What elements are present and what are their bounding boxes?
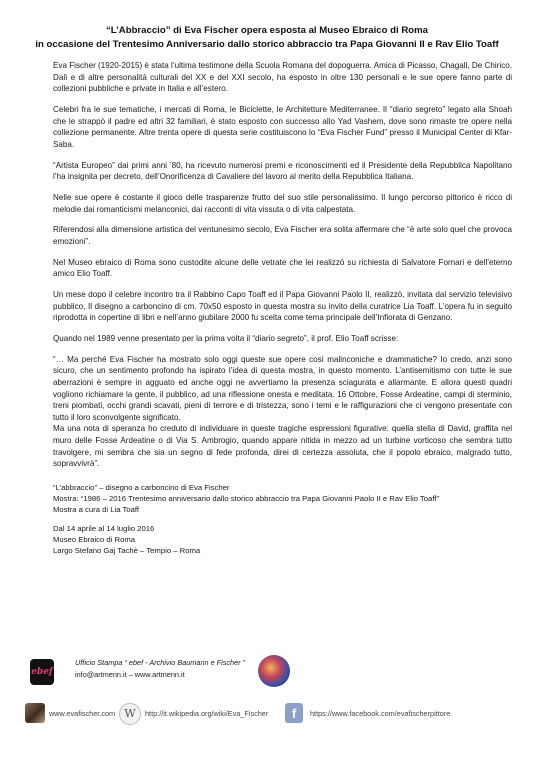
press-office-contacts[interactable]: info@artmenn.it – www.artmenn.it [75,670,185,679]
caption-artwork: “L’abbraccio” – disegno a carboncino di Eva Fischer [53,482,230,492]
paragraph-drawing: Un mese dopo il celebre incontro tra il Rabbino Capo Toaff ed il Papa Giovanni Paolo II, realizzò, invitata dal servizio televisivo pubblico, Il disegno a carboncino di cm. 70x50 esposto in questa mostra su invito della curatrice Lia Toaff. L’opera fu in seguito riprodotta in copertine di libri e nell’anno giubilare 2000 fu scelta come tema principale dell’Infiorata di Genzano. [53,290,512,323]
press-office [30,655,510,695]
facebook-link[interactable]: https://www.facebook.com/evafischerpittore [310,709,451,718]
footer-links [25,703,515,725]
website-link[interactable]: www.evafischer.com [49,709,116,718]
artwork-caption [53,482,512,515]
paragraph-toaff-quote-end: Ma una nota di speranza ho creduto di individuare in queste tragiche espressioni figurative: quella stella di David, graffita nel muro delle Fosse Ardeatine o di Via S. Ambrogio, quando appare nitida in mezzo ad un turbine vorticoso che sembra tutto travolgere, mi sembra che sia un segno di fede profonda, direi di certezza assoluta, che il popolo ebraico, malgrado tutto, sopravvivrà”. [53,424,512,469]
event-details [53,523,512,556]
event-dates: Dal 14 aprile al 14 luglio 2016 [53,523,155,533]
title-line-1: “L’Abbraccio” di Eva Fischer opera esposta al Museo Ebraico di Roma [105,25,429,36]
wikipedia-link[interactable]: http://it.wikipedia.org/wiki/Eva_Fischer [145,709,269,718]
ebef-logo [30,659,54,685]
press-office-label: Ufficio Stampa “ ebef - Archivio Baumann e Fischer ” [75,658,246,667]
artist-photo-icon [25,703,45,723]
title-line-2: in occasione del Trentesimo Anniversario dallo storico abbraccio tra Papa Giovanni II e Rav Elio Toaff [35,39,499,50]
ebef-logo-text: ebef [31,667,53,677]
artwork-round-logo [258,655,290,687]
event-venue: Museo Ebraico di Roma [53,534,136,544]
caption-exhibition: Mostra: “1986 – 2016 Trentesimo anniversario dallo storico abbraccio tra Papa Giovanni Paolo II e Rav Elio Toaff” [53,493,440,503]
paragraph-diary-intro: Quando nel 1989 venne presentato per la prima volta il “diario segreto”, il prof. Elio Toaff scrisse: [53,334,399,343]
facebook-icon: f [285,703,303,723]
paragraph-biography: Eva Fischer (1920-2015) è stata l’ultima testimone della Scuola Romana del dopoguerra. Amica di Picasso, Chagall, De Chirico, Dalì e di altre personalità culturali del XX e del XXI secolo, ha esposto in oltre 130 personali e le sue opere fanno parte di collezioni pubbliche e private in Italia e all’estero. [53,61,512,94]
paragraph-museum: Nel Museo ebraico di Roma sono custodite alcune delle vetrate che lei realizzò su richiesta di Salvatore Fornari e dell’eterno amico Elio Toaff. [53,257,512,279]
paragraph-art-quote: Riferendosi alla dimensione artistica del ventunesimo secolo, Eva Fischer era solita affermare che “è arte solo quel che provoca emozioni”. [53,225,512,246]
page-title [20,24,514,52]
paragraph-style: Nelle sue opere è costante il gioco delle trasparenze frutto del suo stile personalissimo. Il lungo percorso pittorico è ricco di melodie dai romanticismi melanconici, dai racconti di vita vissuta o di vita calpestata. [53,192,512,214]
wikipedia-globe-icon: W [119,703,141,725]
paragraph-themes: Celebri fra le sue tematiche, i mercati di Roma, le Biciclette, le Architetture Mediterranee. Il “diario segreto” legato alla Shoah che le strappò il padre ed altri 32 familiari, è stato esposto con successo allo Yad Vashem, dove sono rimaste tre opere nella collezione permanente. Altre trenta opere di questa serie costituiscono lo “Eva Fischer Fund” presso il Municipal Center di Kfar-Saba. [53,104,512,149]
press-office-text [75,657,245,681]
paragraph-awards: “Artista Europeo” dai primi anni ’80, ha ricevuto numerosi premi e riconoscimenti ed il Presidente della Repubblica Napolitano l’ha insignita per decreto, dell’Onorificenza di Cavaliere del lavoro al merito della Repubblica Italiana. [53,160,512,182]
event-address: Largo Stefano Gaj Tachè – Tempio – Roma [53,545,201,555]
body-text [53,60,512,556]
paragraph-toaff-quote: “… Ma perché Eva Fischer ha mostrato solo oggi queste sue opere così malinconiche e drammatiche? Io credo, anzi sono sicuro, che un sentimento profondo ha ispirato l’idea di questa mostra, in questo momento. L’antisemitismo con tutte le sue aberrazioni è sempre in agguato ed anche oggi ne avvertiamo la presenza sciagurata e allarmante. E allora questi quadri vogliono richiamare la gente, il pubblico, ad una riflessione onesta e meditata. 16 Ottobre, Fosse Ardeatine, campi di sterminio, treni piombati, occhi grandi scavati, pieni di terrore e di tristezza, sono i temi e le raffigurazioni che ci vengono presentate con tutto il loro sconvolgente significato. [53,354,512,422]
caption-curator: Mostra a cura di Lia Toaff [53,504,140,514]
